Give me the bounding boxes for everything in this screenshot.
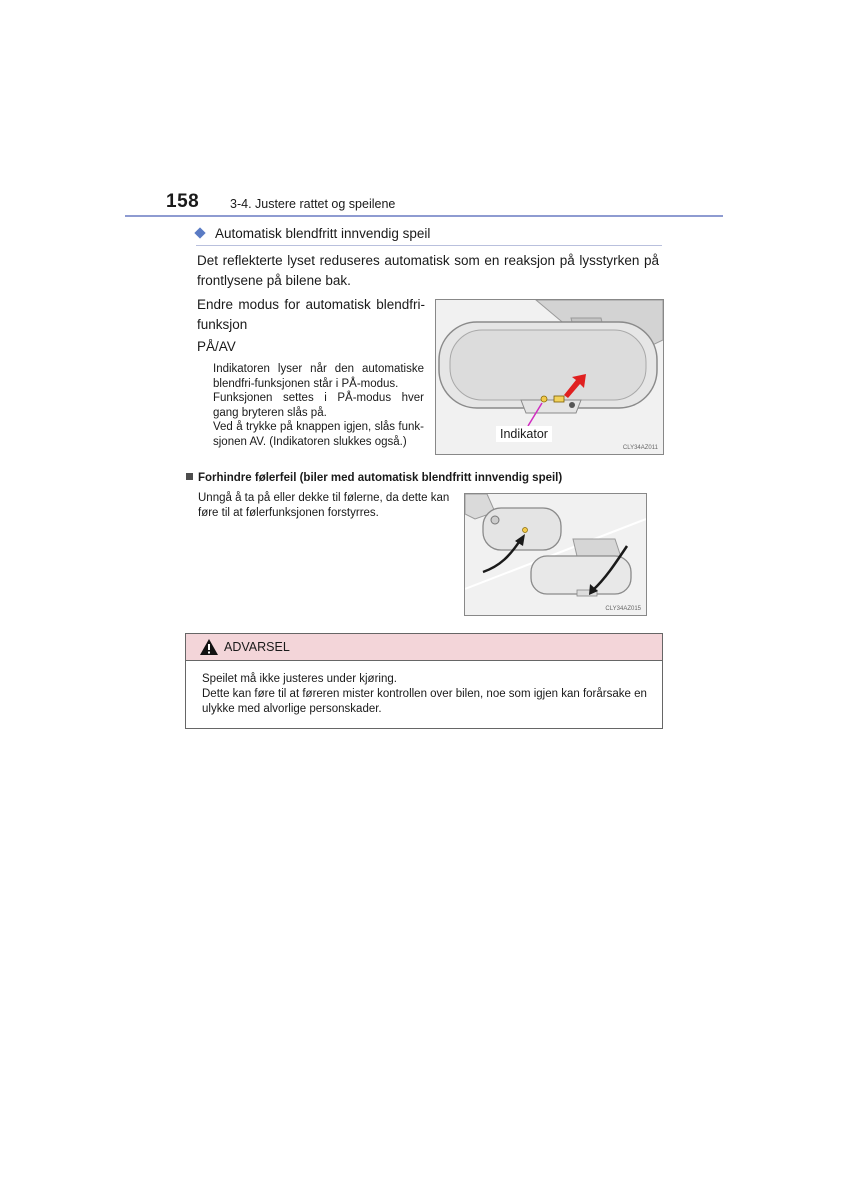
indicator-line: gang bryteren slås på. (213, 406, 327, 419)
sensor-figure (464, 493, 647, 616)
sensor-illustration (465, 494, 646, 615)
figure-code: CLY34AZ015 (605, 606, 641, 612)
indicator-line: Funksjonen settes i PÅ-modus hver (213, 392, 424, 404)
subsection-title: Automatisk blendfritt innvendig speil (215, 226, 431, 241)
diamond-bullet-icon (194, 227, 205, 238)
header-rule (125, 215, 723, 217)
warning-line: Speilet må ikke justeres under kjøring. (202, 673, 397, 685)
mirror-indicator-figure (435, 299, 664, 455)
warning-header (186, 634, 662, 661)
indicator-line: sjonen AV. (Indikatoren slukkes også.) (213, 435, 407, 448)
subsection-heading (196, 225, 662, 246)
indicator-description (213, 362, 424, 449)
warning-triangle-icon (199, 638, 219, 656)
sensor-heading (186, 472, 562, 484)
figure-code: CLY34AZ011 (622, 445, 658, 451)
indicator-label: Indikator (496, 426, 552, 442)
warning-box (185, 633, 663, 729)
intro-paragraph: Det reflekterte lyset reduseres automatisk som en reaksjon på lysstyrken på frontlysene på bilene bak. (197, 253, 659, 288)
indicator-line: Indikatoren lyser når den automatiske (213, 363, 424, 375)
state-label: PÅ/AV (197, 339, 236, 354)
section-title: 3-4. Justere rattet og speilene (230, 197, 396, 211)
warning-title: ADVARSEL (224, 640, 290, 654)
warning-body (202, 672, 657, 717)
square-bullet-icon (186, 473, 193, 480)
indicator-line: blendfri-funksjonen står i PÅ-modus. (213, 377, 399, 390)
sensor-heading-text: Forhindre følerfeil (biler med automatisk blendfritt innvendig speil) (198, 472, 563, 484)
mode-paragraph: Endre modus for automatisk blendfri-funksjon (197, 297, 425, 332)
warning-line: Dette kan føre til at føreren mister kontrollen over bilen, noe som igjen kan forårsake en ulykke med alvorlige personskader. (202, 688, 647, 715)
indicator-line: Ved å trykke på knappen igjen, slås funk- (213, 421, 424, 433)
sensor-paragraph: Unngå å ta på eller dekke til følerne, da dette kan føre til at følerfunksjonen forstyrres. (198, 492, 450, 519)
page-number: 158 (166, 191, 200, 212)
